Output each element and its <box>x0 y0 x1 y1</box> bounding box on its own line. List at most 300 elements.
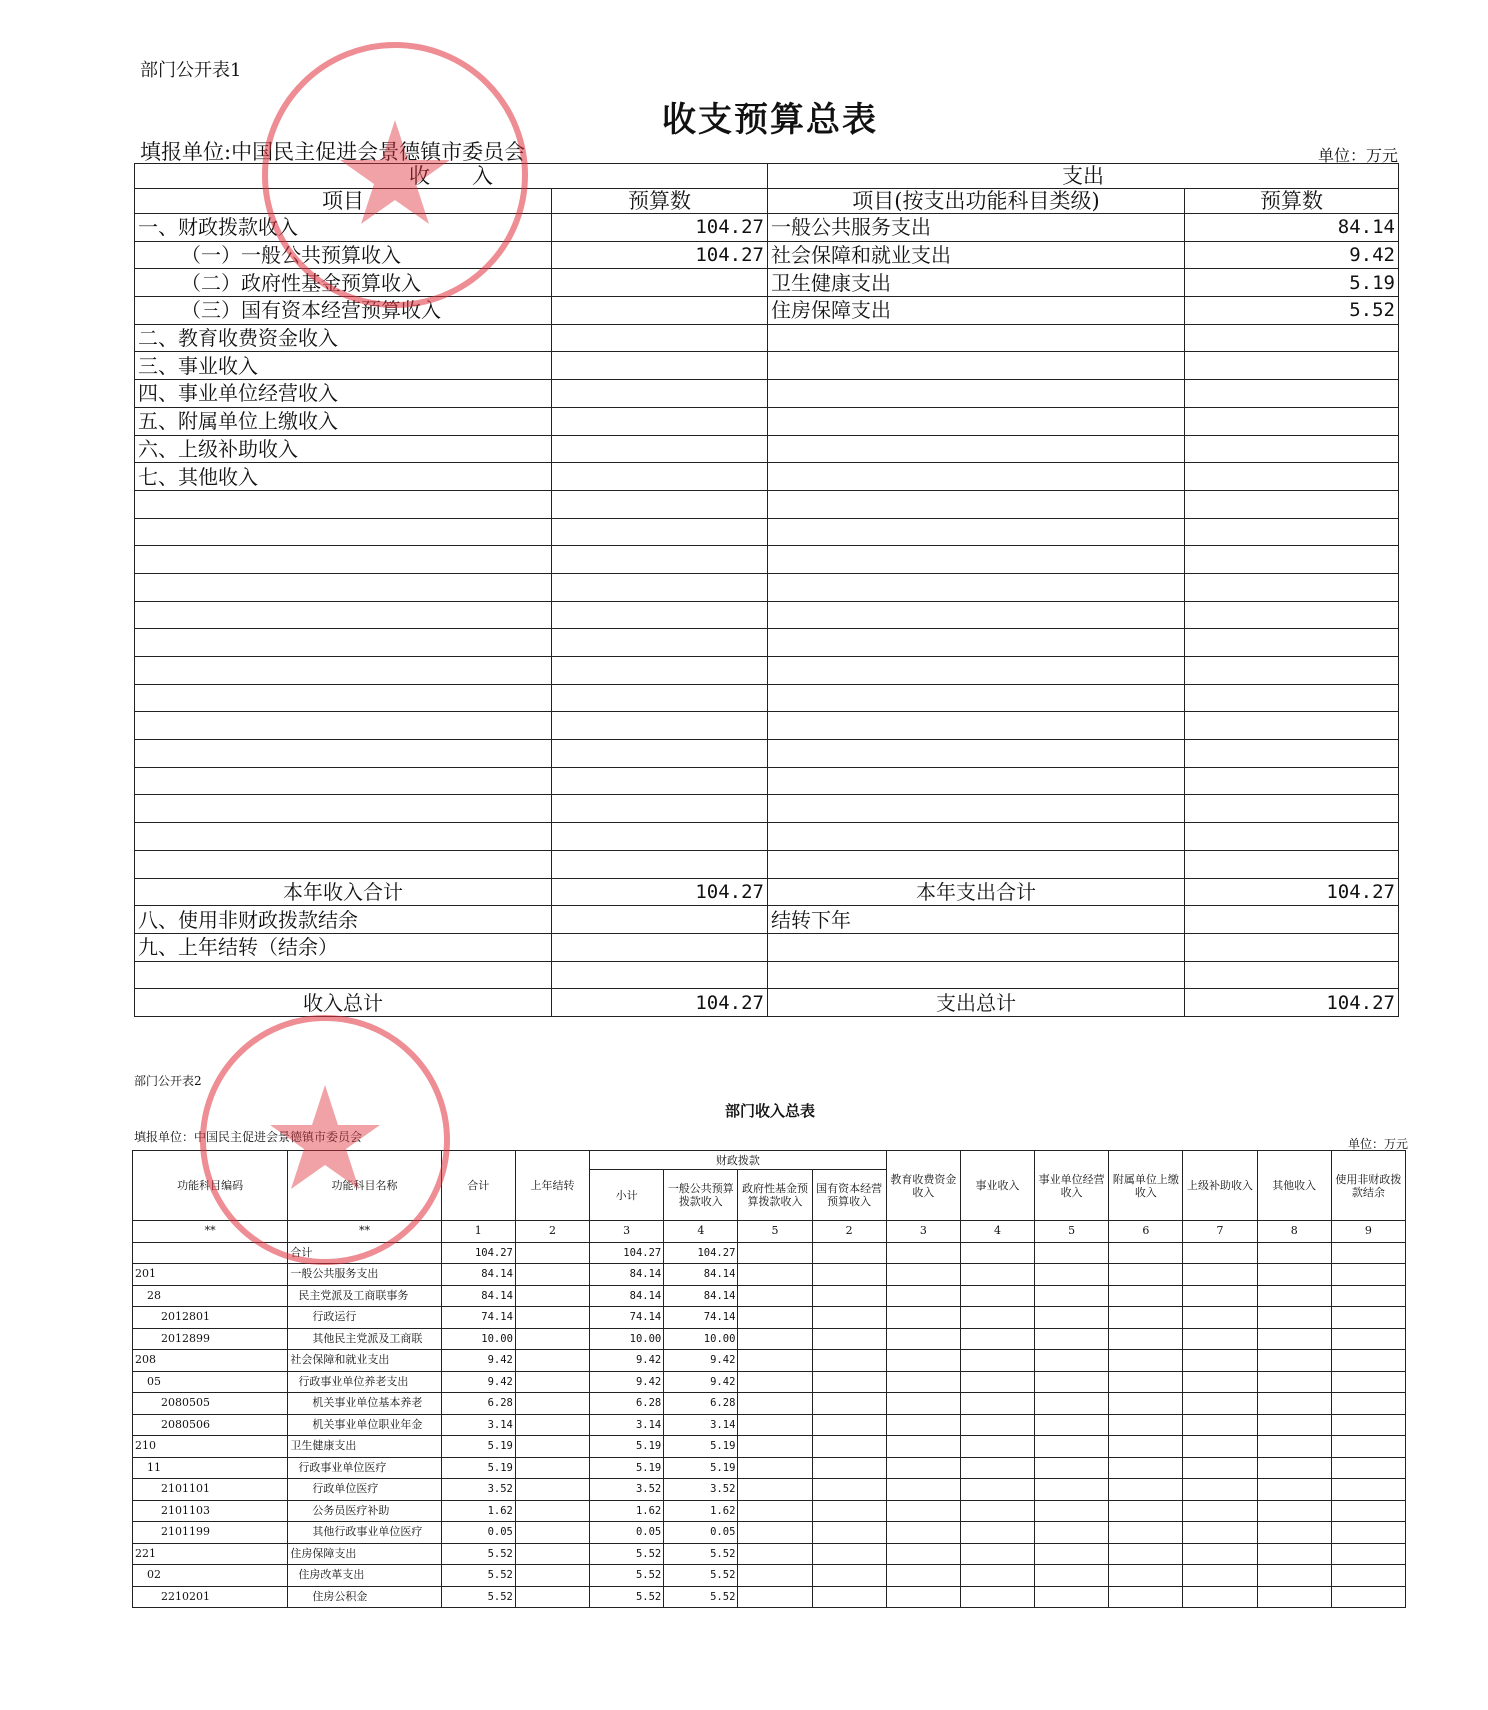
empty-cell <box>552 712 768 740</box>
total-value: 9.42 <box>441 1350 515 1372</box>
empty-cell <box>738 1307 812 1329</box>
income-value <box>552 380 768 408</box>
table1-title: 收支预算总表 <box>662 100 878 140</box>
total-value: 3.14 <box>441 1414 515 1436</box>
empty-cell <box>738 1522 812 1544</box>
empty-cell <box>886 1328 960 1350</box>
empty-cell <box>515 1543 589 1565</box>
index-cell: 4 <box>960 1221 1034 1243</box>
income-item: 七、其他收入 <box>135 463 552 491</box>
empty-cell <box>552 629 768 657</box>
empty-cell <box>738 1479 812 1501</box>
index-cell: ** <box>288 1221 441 1243</box>
table-row <box>135 684 1399 712</box>
empty-cell <box>812 1328 886 1350</box>
subtotal-value: 3.52 <box>590 1479 664 1501</box>
function-code: 201 <box>133 1264 288 1286</box>
table-row <box>133 1543 1406 1565</box>
empty-cell <box>1331 1264 1405 1286</box>
empty-cell <box>1185 906 1399 934</box>
empty-cell <box>1331 1479 1405 1501</box>
empty-cell <box>1331 1457 1405 1479</box>
table2-index-row <box>133 1221 1406 1243</box>
table-row <box>135 269 1399 297</box>
empty-cell <box>1183 1285 1257 1307</box>
total-value: 5.52 <box>441 1565 515 1587</box>
col-budget: 预算数 <box>552 189 768 214</box>
empty-cell <box>1185 518 1399 546</box>
empty-cell <box>1183 1522 1257 1544</box>
empty-cell <box>552 823 768 851</box>
total-income-label: 收入总计 <box>135 989 552 1017</box>
h-other: 其他收入 <box>1257 1151 1331 1221</box>
index-cell: 5 <box>738 1221 812 1243</box>
empty-cell <box>812 1436 886 1458</box>
table-row <box>135 407 1399 435</box>
function-name: 住房改革支出 <box>288 1565 441 1587</box>
col-item: 项目 <box>135 189 552 214</box>
empty-cell <box>1035 1522 1109 1544</box>
income-value: 104.27 <box>552 241 768 269</box>
general-budget-value: 9.42 <box>664 1371 738 1393</box>
empty-cell <box>886 1393 960 1415</box>
empty-cell <box>552 546 768 574</box>
table2-label: 部门公开表2 <box>134 1074 202 1088</box>
subtotal-value: 1.62 <box>590 1500 664 1522</box>
total-year-income-label: 本年收入合计 <box>135 878 552 906</box>
empty-cell <box>135 601 552 629</box>
empty-cell <box>1035 1457 1109 1479</box>
empty-cell <box>1185 823 1399 851</box>
empty-cell <box>552 767 768 795</box>
table-row <box>133 1285 1406 1307</box>
expense-value <box>1185 435 1399 463</box>
table-row <box>135 546 1399 574</box>
general-budget-value: 84.14 <box>664 1285 738 1307</box>
empty-cell <box>886 1457 960 1479</box>
empty-cell <box>1257 1436 1331 1458</box>
general-budget-value: 9.42 <box>664 1350 738 1372</box>
empty-cell <box>738 1586 812 1608</box>
h-code: 功能科目编码 <box>133 1151 288 1221</box>
empty-cell <box>960 1371 1034 1393</box>
function-name: 机关事业单位基本养老 <box>288 1393 441 1415</box>
empty-cell <box>960 1565 1034 1587</box>
empty-cell <box>552 933 768 961</box>
function-name: 机关事业单位职业年金 <box>288 1414 441 1436</box>
function-code: 2080505 <box>133 1393 288 1415</box>
empty-cell <box>1331 1242 1405 1264</box>
empty-cell <box>738 1285 812 1307</box>
empty-cell <box>738 1393 812 1415</box>
table-row <box>133 1264 1406 1286</box>
table-row <box>135 795 1399 823</box>
h-prev: 上年结转 <box>515 1151 589 1221</box>
expense-value <box>1185 380 1399 408</box>
empty-cell <box>1183 1500 1257 1522</box>
empty-cell <box>515 1565 589 1587</box>
empty-cell <box>1109 1393 1183 1415</box>
empty-cell <box>1331 1522 1405 1544</box>
income-item: 一、财政拨款收入 <box>135 214 552 242</box>
expense-value: 5.19 <box>1185 269 1399 297</box>
table-row <box>135 933 1399 961</box>
empty-cell <box>1035 1328 1109 1350</box>
table-row <box>135 435 1399 463</box>
subtotal-value: 3.14 <box>590 1414 664 1436</box>
empty-cell <box>1185 961 1399 989</box>
total-value: 5.19 <box>441 1457 515 1479</box>
h-superior: 上级补助收入 <box>1183 1151 1257 1221</box>
empty-cell <box>768 823 1185 851</box>
empty-cell <box>1109 1242 1183 1264</box>
empty-cell <box>515 1350 589 1372</box>
function-code: 11 <box>133 1457 288 1479</box>
empty-cell <box>886 1565 960 1587</box>
nonfiscal-label: 八、使用非财政拨款结余 <box>135 906 552 934</box>
table-row <box>133 1328 1406 1350</box>
empty-cell <box>738 1264 812 1286</box>
empty-cell <box>1109 1586 1183 1608</box>
empty-cell <box>768 961 1185 989</box>
empty-cell <box>1185 601 1399 629</box>
table-row <box>133 1242 1406 1264</box>
income-value <box>552 463 768 491</box>
empty-cell <box>515 1264 589 1286</box>
total-expense: 104.27 <box>1185 989 1399 1017</box>
function-code: 2101103 <box>133 1500 288 1522</box>
h-name: 功能科目名称 <box>288 1151 441 1221</box>
expense-item: 一般公共服务支出 <box>768 214 1185 242</box>
function-code: 28 <box>133 1285 288 1307</box>
empty-cell <box>1185 850 1399 878</box>
function-code: 05 <box>133 1371 288 1393</box>
index-cell: 4 <box>664 1221 738 1243</box>
empty-cell <box>886 1543 960 1565</box>
empty-cell <box>552 490 768 518</box>
empty-cell <box>1183 1586 1257 1608</box>
empty-cell <box>1331 1328 1405 1350</box>
h-business: 事业收入 <box>960 1151 1034 1221</box>
function-code: 210 <box>133 1436 288 1458</box>
empty-cell <box>768 712 1185 740</box>
table-row <box>135 712 1399 740</box>
total-year-expense: 104.27 <box>1185 878 1399 906</box>
empty-cell <box>1331 1586 1405 1608</box>
function-code: 2012899 <box>133 1328 288 1350</box>
empty-cell <box>1035 1414 1109 1436</box>
empty-cell <box>1183 1565 1257 1587</box>
empty-cell <box>1109 1307 1183 1329</box>
empty-cell <box>1257 1371 1331 1393</box>
empty-cell <box>1035 1543 1109 1565</box>
empty-cell <box>1185 546 1399 574</box>
table-row <box>135 352 1399 380</box>
total-year-income: 104.27 <box>552 878 768 906</box>
table-row <box>133 1414 1406 1436</box>
subtotal-value: 5.52 <box>590 1586 664 1608</box>
empty-cell <box>812 1500 886 1522</box>
table-row <box>135 297 1399 325</box>
expense-value <box>1185 463 1399 491</box>
empty-cell <box>960 1436 1034 1458</box>
expense-item <box>768 463 1185 491</box>
table-row <box>135 518 1399 546</box>
table-row <box>133 1500 1406 1522</box>
prev-carry-label: 九、上年结转（结余） <box>135 933 552 961</box>
empty-cell <box>812 1414 886 1436</box>
subtotal-value: 74.14 <box>590 1307 664 1329</box>
empty-cell <box>1185 795 1399 823</box>
total-expense-label: 支出总计 <box>768 989 1185 1017</box>
h-subtotal: 小计 <box>590 1170 664 1221</box>
empty-cell <box>1331 1500 1405 1522</box>
index-cell: 2 <box>812 1221 886 1243</box>
general-budget-value: 0.05 <box>664 1522 738 1544</box>
empty-cell <box>1109 1479 1183 1501</box>
subtotal-value: 0.05 <box>590 1522 664 1544</box>
empty-cell <box>1035 1371 1109 1393</box>
income-header: 收 入 <box>135 164 768 189</box>
empty-cell <box>1257 1242 1331 1264</box>
empty-cell <box>812 1393 886 1415</box>
total-value: 10.00 <box>441 1328 515 1350</box>
table-row <box>135 767 1399 795</box>
empty-cell <box>515 1500 589 1522</box>
empty-cell <box>960 1414 1034 1436</box>
index-cell: 3 <box>590 1221 664 1243</box>
empty-cell <box>135 629 552 657</box>
empty-cell <box>886 1522 960 1544</box>
income-item: 三、事业收入 <box>135 352 552 380</box>
subtotal-value: 9.42 <box>590 1371 664 1393</box>
empty-cell <box>1109 1264 1183 1286</box>
empty-cell <box>1109 1285 1183 1307</box>
empty-cell <box>1183 1371 1257 1393</box>
table2-unit-label: 填报单位：中国民主促进会景德镇市委员会 <box>134 1130 363 1144</box>
empty-cell <box>1109 1565 1183 1587</box>
table-row <box>135 961 1399 989</box>
table-row <box>135 989 1399 1017</box>
empty-cell <box>515 1371 589 1393</box>
total-value: 84.14 <box>441 1264 515 1286</box>
expense-item <box>768 435 1185 463</box>
empty-cell <box>1183 1264 1257 1286</box>
empty-cell <box>960 1543 1034 1565</box>
empty-cell <box>1331 1307 1405 1329</box>
empty-cell <box>552 518 768 546</box>
table2-header-row1 <box>133 1151 1406 1170</box>
empty-cell <box>1331 1565 1405 1587</box>
general-budget-value: 5.52 <box>664 1565 738 1587</box>
empty-cell <box>960 1586 1034 1608</box>
empty-cell <box>1331 1393 1405 1415</box>
function-code: 2210201 <box>133 1586 288 1608</box>
index-cell: 6 <box>1109 1221 1183 1243</box>
empty-cell <box>1183 1242 1257 1264</box>
empty-cell <box>1035 1242 1109 1264</box>
function-code: 02 <box>133 1565 288 1587</box>
table-row <box>133 1565 1406 1587</box>
empty-cell <box>135 823 552 851</box>
empty-cell <box>960 1457 1034 1479</box>
empty-cell <box>768 657 1185 685</box>
empty-cell <box>738 1350 812 1372</box>
empty-cell <box>1185 933 1399 961</box>
empty-cell <box>1257 1522 1331 1544</box>
empty-cell <box>1331 1350 1405 1372</box>
expense-item: 卫生健康支出 <box>768 269 1185 297</box>
index-cell: 5 <box>1035 1221 1109 1243</box>
empty-cell <box>768 546 1185 574</box>
income-value <box>552 269 768 297</box>
empty-cell <box>768 629 1185 657</box>
empty-cell <box>1185 490 1399 518</box>
empty-cell <box>768 850 1185 878</box>
income-item: （一）一般公共预算收入 <box>135 241 552 269</box>
total-income: 104.27 <box>552 989 768 1017</box>
expense-value <box>1185 407 1399 435</box>
empty-cell <box>515 1414 589 1436</box>
function-code: 2080506 <box>133 1414 288 1436</box>
empty-cell <box>1183 1307 1257 1329</box>
function-name: 公务员医疗补助 <box>288 1500 441 1522</box>
empty-cell <box>135 657 552 685</box>
empty-cell <box>552 657 768 685</box>
function-name: 行政事业单位养老支出 <box>288 1371 441 1393</box>
income-value: 104.27 <box>552 214 768 242</box>
empty-cell <box>1109 1543 1183 1565</box>
index-cell: 3 <box>886 1221 960 1243</box>
empty-cell <box>886 1436 960 1458</box>
income-item: （二）政府性基金预算收入 <box>135 269 552 297</box>
empty-cell <box>552 684 768 712</box>
empty-cell <box>515 1285 589 1307</box>
empty-cell <box>1257 1457 1331 1479</box>
empty-cell <box>1331 1371 1405 1393</box>
empty-cell <box>812 1565 886 1587</box>
empty-cell <box>738 1414 812 1436</box>
table-row <box>133 1393 1406 1415</box>
empty-cell <box>515 1242 589 1264</box>
subtotal-value: 84.14 <box>590 1264 664 1286</box>
empty-cell <box>738 1436 812 1458</box>
empty-cell <box>960 1242 1034 1264</box>
table-row <box>135 850 1399 878</box>
empty-cell <box>812 1264 886 1286</box>
empty-cell <box>768 933 1185 961</box>
budget-summary-table <box>134 163 1399 1017</box>
function-code <box>133 1242 288 1264</box>
total-value: 1.62 <box>441 1500 515 1522</box>
table-row <box>133 1522 1406 1544</box>
empty-cell <box>1257 1414 1331 1436</box>
expense-header: 支出 <box>768 164 1399 189</box>
empty-cell <box>738 1543 812 1565</box>
general-budget-value: 5.52 <box>664 1586 738 1608</box>
subtotal-value: 5.52 <box>590 1565 664 1587</box>
h-state: 国有资本经营预算收入 <box>812 1170 886 1221</box>
empty-cell <box>1331 1436 1405 1458</box>
table-row <box>133 1586 1406 1608</box>
empty-cell <box>135 712 552 740</box>
empty-cell <box>960 1307 1034 1329</box>
expense-item <box>768 407 1185 435</box>
table1-unit: 单位：万元 <box>1318 146 1399 165</box>
table-row <box>135 657 1399 685</box>
empty-cell <box>1183 1350 1257 1372</box>
empty-cell <box>1109 1436 1183 1458</box>
table-row <box>135 878 1399 906</box>
h-edu: 教育收费资金收入 <box>886 1151 960 1221</box>
income-item: 四、事业单位经营收入 <box>135 380 552 408</box>
empty-cell <box>1257 1328 1331 1350</box>
index-cell: 8 <box>1257 1221 1331 1243</box>
empty-cell <box>960 1285 1034 1307</box>
carry-next-label: 结转下年 <box>768 906 1185 934</box>
expense-value <box>1185 324 1399 352</box>
empty-cell <box>738 1500 812 1522</box>
empty-cell <box>552 795 768 823</box>
table2-unit: 单位：万元 <box>1348 1137 1409 1151</box>
total-value: 5.52 <box>441 1586 515 1608</box>
function-name: 合计 <box>288 1242 441 1264</box>
total-value: 0.05 <box>441 1522 515 1544</box>
income-item: 五、附属单位上缴收入 <box>135 407 552 435</box>
income-value <box>552 324 768 352</box>
table1-col-header <box>135 189 1399 214</box>
table-row <box>135 380 1399 408</box>
subtotal-value: 104.27 <box>590 1242 664 1264</box>
income-item: 二、教育收费资金收入 <box>135 324 552 352</box>
empty-cell <box>1183 1414 1257 1436</box>
index-cell: ** <box>133 1221 288 1243</box>
empty-cell <box>1035 1285 1109 1307</box>
table-row <box>133 1350 1406 1372</box>
h-total: 合计 <box>441 1151 515 1221</box>
empty-cell <box>768 601 1185 629</box>
general-budget-value: 10.00 <box>664 1328 738 1350</box>
empty-cell <box>768 573 1185 601</box>
table-row <box>135 629 1399 657</box>
empty-cell <box>515 1328 589 1350</box>
table-row <box>135 906 1399 934</box>
empty-cell <box>1035 1565 1109 1587</box>
empty-cell <box>135 850 552 878</box>
empty-cell <box>1185 684 1399 712</box>
table-row <box>135 241 1399 269</box>
empty-cell <box>812 1285 886 1307</box>
empty-cell <box>135 490 552 518</box>
empty-cell <box>515 1522 589 1544</box>
subtotal-value: 6.28 <box>590 1393 664 1415</box>
empty-cell <box>1183 1457 1257 1479</box>
h-fiscal: 财政拨款 <box>590 1151 887 1170</box>
empty-cell <box>886 1371 960 1393</box>
function-code: 208 <box>133 1350 288 1372</box>
empty-cell <box>1331 1285 1405 1307</box>
empty-cell <box>812 1371 886 1393</box>
table-row <box>135 823 1399 851</box>
empty-cell <box>1257 1350 1331 1372</box>
empty-cell <box>1109 1328 1183 1350</box>
expense-value: 9.42 <box>1185 241 1399 269</box>
expense-item: 住房保障支出 <box>768 297 1185 325</box>
empty-cell <box>886 1414 960 1436</box>
empty-cell <box>1109 1414 1183 1436</box>
empty-cell <box>886 1285 960 1307</box>
function-name: 社会保障和就业支出 <box>288 1350 441 1372</box>
